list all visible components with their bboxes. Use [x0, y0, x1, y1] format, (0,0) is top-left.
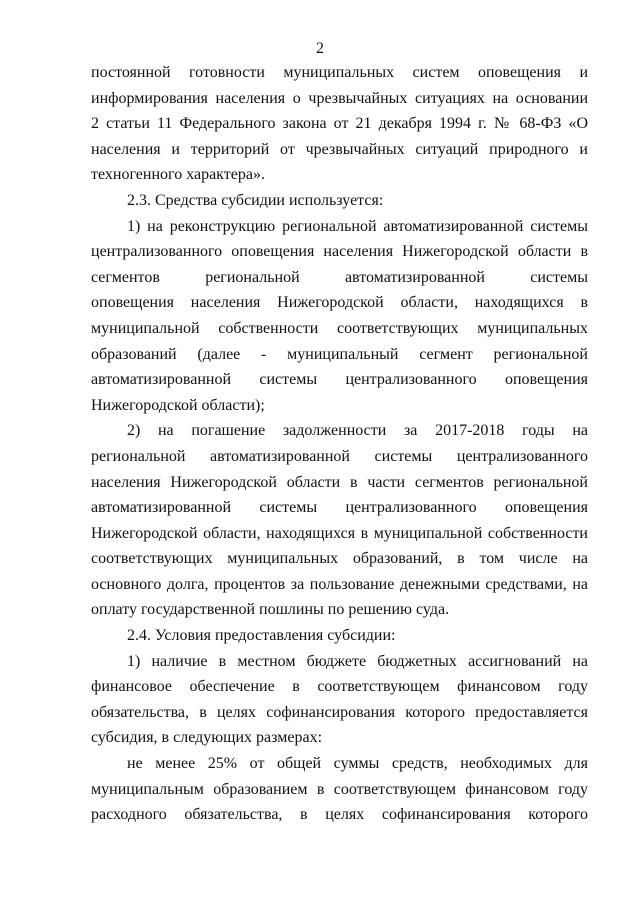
- text-line: 1) на реконструкцию региональной автоматизированной системы: [127, 217, 588, 235]
- text-line: оплату государственной пошлины по решению суда.: [91, 601, 450, 619]
- document-body: [91, 60, 588, 828]
- text-line: оповещения населения Нижегородской области, находящихся в: [91, 294, 588, 312]
- text-line: населения и территорий от чрезвычайных ситуаций природного и: [91, 140, 588, 158]
- text-line: 2) на погашение задолженности за 2017-2018 годы на: [127, 422, 588, 440]
- text-line: образований (далее - муниципальный сегмент региональной: [91, 345, 588, 363]
- text-line: постоянной готовности муниципальных систем оповещения и: [91, 64, 588, 81]
- text-line: основного долга, процентов за пользование денежными средствами, на: [91, 575, 588, 593]
- text-line: муниципальной собственности соответствующих муниципальных: [91, 319, 588, 337]
- page-number: 2: [316, 40, 324, 57]
- text-line: обязательства, в целях софинансирования которого предоставляется: [91, 703, 588, 721]
- text-line: Нижегородской области, находящихся в муниципальной собственности: [91, 524, 588, 542]
- text-line: 2 статьи 11 Федерального закона от 21 декабря 1994 г. № 68-ФЗ «О: [91, 115, 588, 133]
- text-line: населения Нижегородской области в части сегментов региональной: [91, 473, 588, 491]
- text-line: региональной автоматизированной системы централизованного: [91, 447, 588, 465]
- text-line: субсидия, в следующих размерах:: [91, 729, 323, 747]
- text-line: 2.3. Средства субсидии используется:: [127, 191, 384, 209]
- text-line: автоматизированной системы централизованного оповещения: [91, 499, 588, 517]
- text-line: 1) наличие в местном бюджете бюджетных ассигнований на: [127, 652, 588, 670]
- text-line: расходного обязательства, в целях софинансирования которого: [91, 806, 588, 824]
- text-line: соответствующих муниципальных образований, в том числе на: [91, 550, 588, 568]
- text-line: сегментов региональной автоматизированной системы: [91, 268, 588, 286]
- text-line: финансовое обеспечение в соответствующем финансовом году: [91, 678, 588, 696]
- text-line: информирования населения о чрезвычайных ситуациях на основании: [91, 89, 588, 107]
- text-line: техногенного характера».: [91, 166, 265, 184]
- text-line: 2.4. Условия предоставления субсидии:: [127, 627, 396, 645]
- text-line: муниципальным образованием в соответствующем финансовом году: [91, 780, 588, 798]
- text-line: автоматизированной системы централизованного оповещения: [91, 371, 588, 389]
- text-line: централизованного оповещения населения Нижегородской области в: [91, 243, 588, 261]
- text-line: Нижегородской области);: [91, 396, 265, 414]
- text-line: не менее 25% от общей суммы средств, необходимых для: [127, 755, 588, 773]
